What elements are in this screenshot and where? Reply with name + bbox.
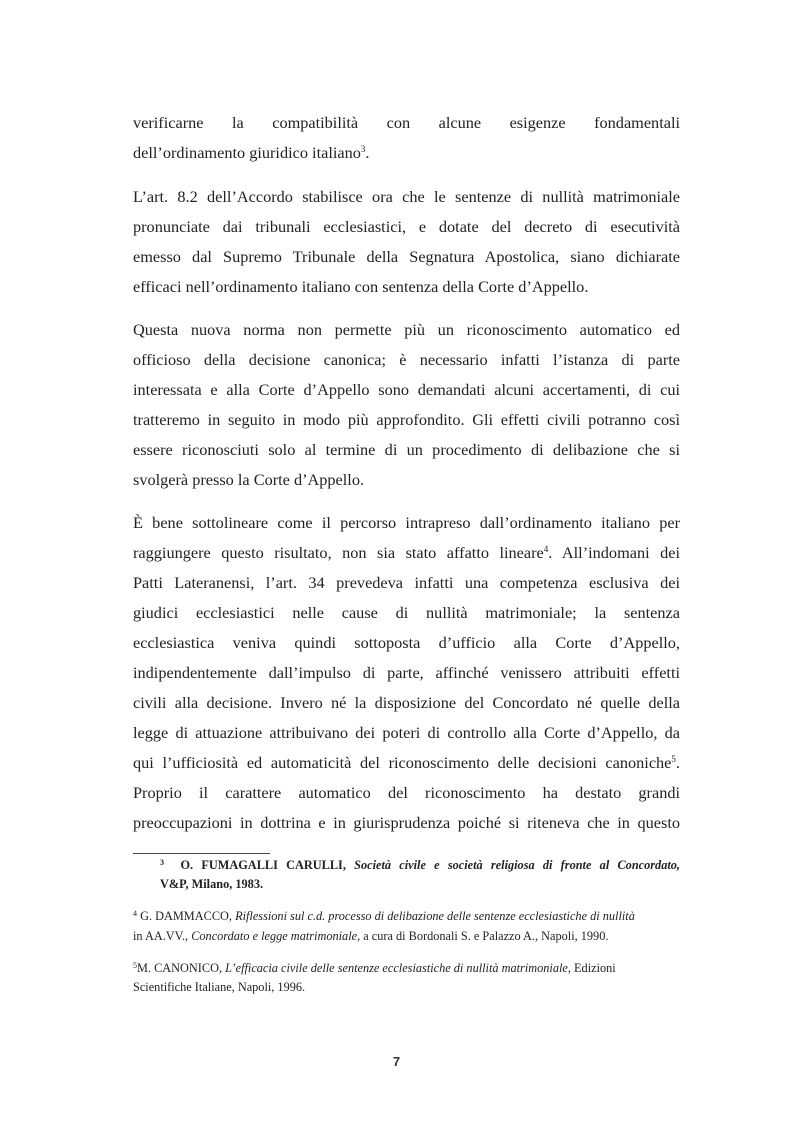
paragraph-4-line-10: Proprio il carattere automatico del riconoscimento ha destato grandi — [133, 783, 680, 802]
footnote-4-line-2: in AA.VV., Concordato e legge matrimoniale, a cura di Bordonali S. e Palazzo A., Napoli, 1990. — [133, 929, 609, 943]
paragraph-4-line-4: giudici ecclesiastici nelle cause di nullità matrimoniale; la sentenza — [133, 603, 680, 622]
paragraph-3-line-5: essere riconosciuti solo al termine di un procedimento di delibazione che si — [133, 440, 680, 459]
paragraph-4-line-1: È bene sottolineare come il percorso intrapreso dall’ordinamento italiano per — [133, 513, 680, 532]
footnote-4-line-1: $^4$ G. DAMMACCO, Riflessioni sul c.d. processo di delibazione delle sentenze ecclesiastiche di nullità — [133, 909, 635, 923]
paragraph-4-line-7: civili alla decisione. Invero né la disposizione del Concordato né quelle della — [133, 693, 680, 712]
paragraph-4-line-5: ecclesiastica veniva quindi sottoposta d’ufficio alla Corte d’Appello, — [133, 633, 680, 652]
paragraph-3-line-1: Questa nuova norma non permette più un riconoscimento automatico ed — [133, 320, 680, 339]
footnote-5-line-1: $^5$M. CANONICO, L’efficacia civile delle sentenze ecclesiastiche di nullità matrimoniale, Edizioni — [133, 961, 616, 975]
paragraph-4-line-8: legge di attuazione attribuivano dei poteri di controllo alla Corte d’Appello, da — [133, 723, 680, 742]
footnote-ref-3[interactable]: 3 — [360, 144, 366, 154]
paragraph-4-line-11: preoccupazioni in dottrina e in giurisprudenza poiché si riteneva che in questo — [133, 813, 680, 832]
footnote-ref-5[interactable]: 5 — [671, 754, 676, 764]
footnote-ref-4[interactable]: 4 — [543, 544, 549, 554]
paragraph-2-line-3: emesso dal Supremo Tribunale della Segnatura Apostolica, siano dichiarate — [133, 247, 680, 266]
footnote-3-line-2: V&P, Milano, 1983. — [160, 877, 264, 891]
footnote-5-line-2: Scientifiche Italiane, Napoli, 1996. — [133, 980, 306, 994]
paragraph-3-line-4: tratteremo in seguito in modo più approfondito. Gli effetti civili potranno così — [133, 410, 680, 429]
paragraph-2-line-2: pronunciate dai tribunali ecclesiastici, e dotate del decreto di esecutività — [133, 217, 680, 236]
paragraph-1-line-2: dell’ordinamento giuridico italiano$^3$. — [133, 143, 370, 162]
footnote-3-line-1: $^3$ O. FUMAGALLI CARULLI, Società civile e società religiosa di fronte al Concordato, — [160, 858, 680, 872]
paragraph-3-line-6: svolgerà presso la Corte d’Appello. — [133, 470, 365, 489]
footnote-separator — [133, 853, 270, 854]
paragraph-4-line-2: raggiungere questo risultato, non sia stato affatto lineare$^4$. All’indomani dei — [133, 543, 680, 562]
paragraph-4-line-3: Patti Lateranensi, l’art. 34 prevedeva infatti una competenza esclusiva dei — [133, 573, 680, 592]
page-number: 7 — [392, 1054, 401, 1069]
paragraph-2-line-4: efficaci nell’ordinamento italiano con sentenza della Corte d’Appello. — [133, 277, 589, 296]
paragraph-1-line-1: verificarne la compatibilità con alcune esigenze fondamentali — [133, 113, 680, 132]
paragraph-3-line-3: interessata e alla Corte d’Appello sono demandati alcuni accertamenti, di cui — [133, 380, 680, 399]
paragraph-4-line-9: qui l’ufficiosità ed automaticità del riconoscimento delle decisioni canoniche$^5$. — [133, 753, 680, 772]
paragraph-2-line-1: L’art. 8.2 dell’Accordo stabilisce ora che le sentenze di nullità matrimoniale — [133, 187, 680, 206]
paragraph-4-line-6: indipendentemente dall’impulso di parte, affinché venissero attribuiti effetti — [133, 663, 680, 682]
paragraph-3-line-2: officioso della decisione canonica; è necessario infatti l’istanza di parte — [133, 350, 680, 369]
